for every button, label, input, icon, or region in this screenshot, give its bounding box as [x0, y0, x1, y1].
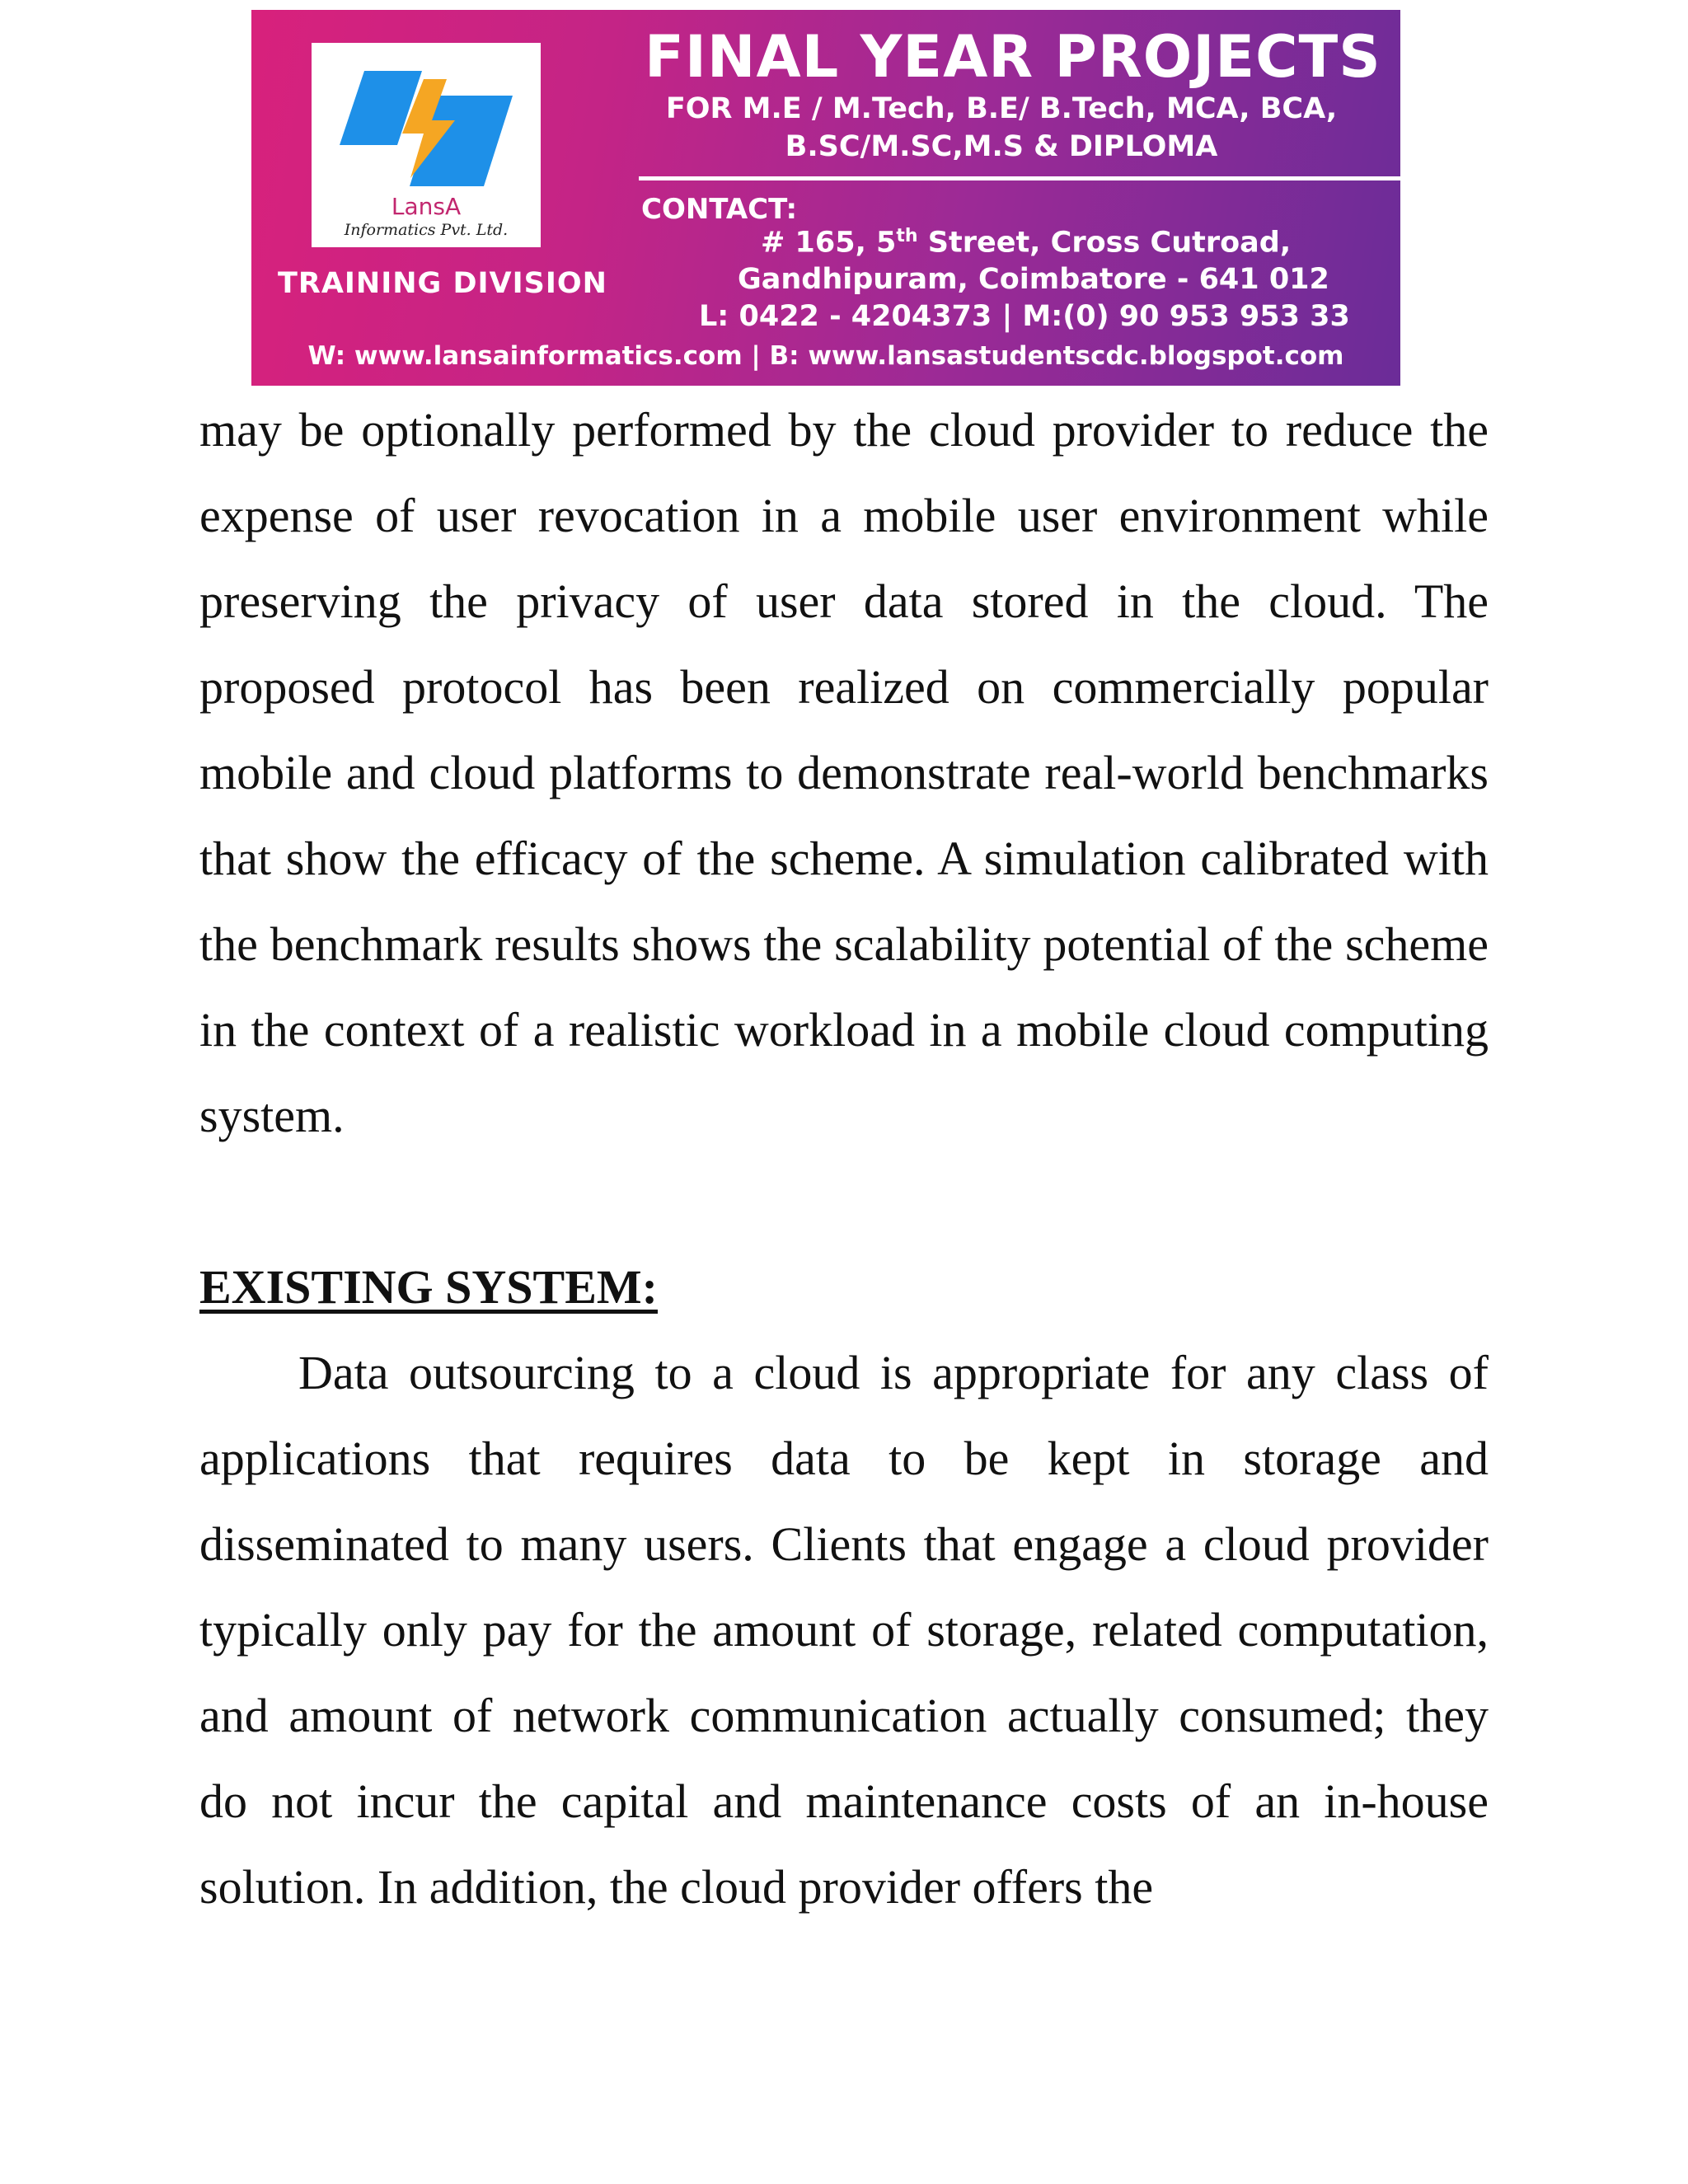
phone-numbers: L: 0422 - 4204373 | M:(0) 90 953 953 33 — [699, 300, 1350, 333]
website-links: W: www.lansainformatics.com | B: www.lansastudentscdc.blogspot.com — [307, 341, 1344, 371]
banner-title: FINAL YEAR PROJECTS — [645, 23, 1381, 91]
logo-name: LansA — [391, 193, 462, 220]
training-division-label: TRAINING DIVISION — [278, 267, 607, 300]
logo-subtitle: Informatics Pvt. Ltd. — [344, 221, 509, 239]
intro-paragraph: may be optionally performed by the cloud provider to reduce the expense of user revocation in a mobile user environment while preserving the privacy of user data stored in the cloud. The proposed protocol has been realized on commercially popular mobile and cloud platforms to demonstrate real-world benchmarks that show the efficacy of the scheme. A simulation calibrated with the benchmark results shows the scalability potential of the scheme in the context of a realistic workload in a mobile cloud computing system. — [199, 403, 1489, 1142]
banner-courses-line2: B.SC/M.SC,M.S & DIPLOMA — [785, 130, 1218, 163]
existing-system-paragraph: Data outsourcing to a cloud is appropriate for any class of applications that requires data to be kept in storage and disseminated to many users. Clients that engage a cloud provider typically only pay for the amount of storage, related computation, and amount of network communication actually consumed; they do not incur the capital and maintenance costs of an in-house solution. In addition, the cloud provider offers the — [199, 1346, 1489, 1914]
company-logo — [312, 43, 541, 247]
document-body — [199, 387, 1489, 1930]
banner-courses-line1: FOR M.E / M.Tech, B.E/ B.Tech, MCA, BCA, — [665, 92, 1338, 125]
section-heading-existing-system: EXISTING SYSTEM: — [199, 1260, 658, 1314]
header-banner — [251, 10, 1400, 386]
lansa-logo-icon — [331, 63, 521, 194]
banner-divider — [639, 176, 1400, 180]
address-line2: Gandhipuram, Coimbatore - 641 012 — [738, 263, 1329, 296]
address-line1: # 165, 5th Street, Cross Cutroad, — [761, 226, 1292, 260]
contact-label: CONTACT: — [641, 193, 798, 226]
